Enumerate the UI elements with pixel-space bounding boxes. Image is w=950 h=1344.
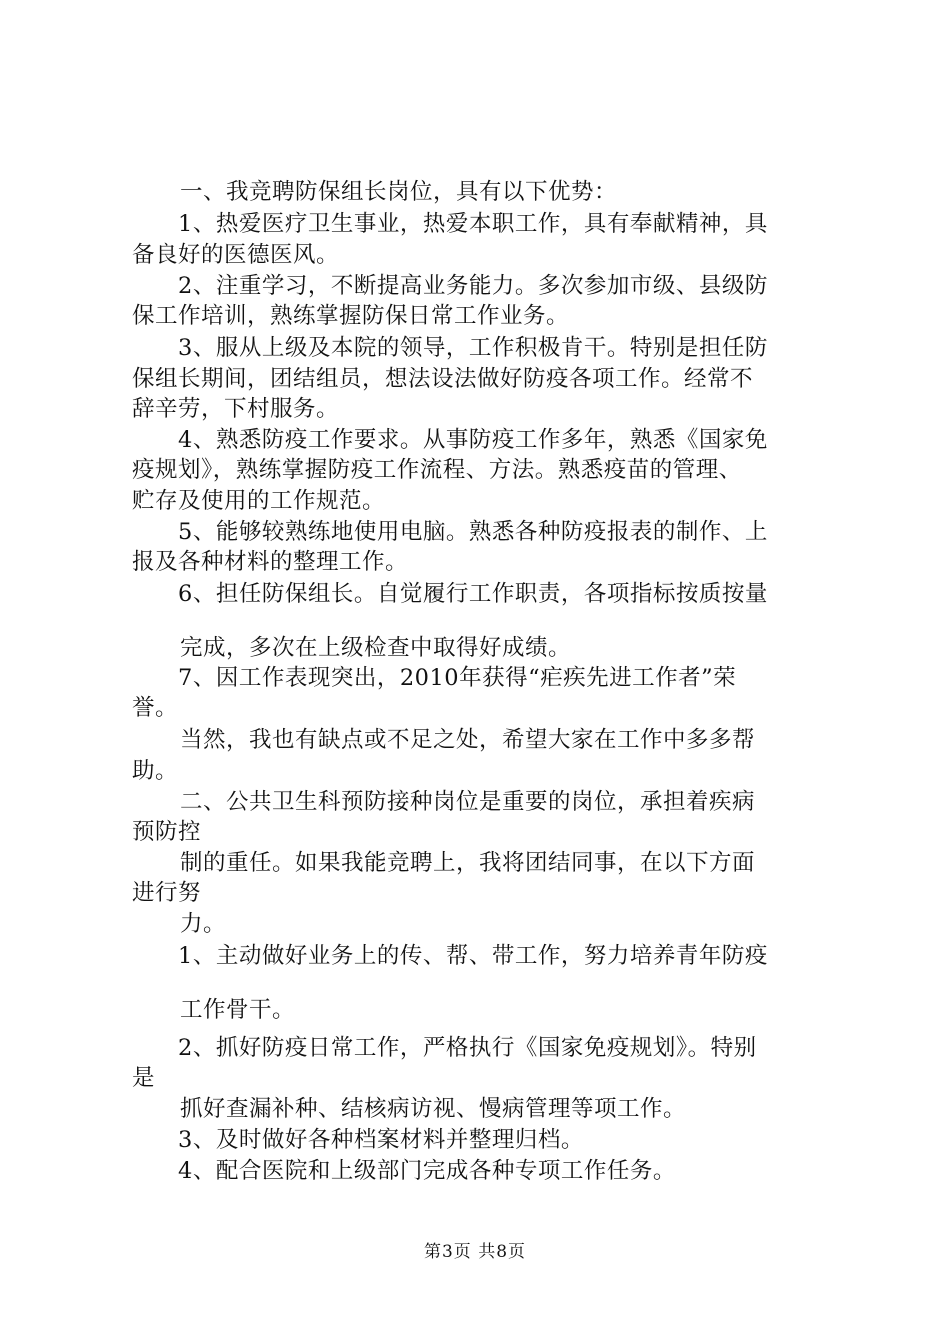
text-line-22: 制的重任。如果我能竞聘上，我将团结同事，在以下方面 — [180, 850, 756, 876]
text-line-31: 4、配合医院和上级部门完成各种专项工作任务。 — [178, 1158, 676, 1184]
text-line-03: 备良好的医德医风。 — [132, 242, 340, 268]
text-line-09: 4、熟悉防疫工作要求。从事防疫工作多年，熟悉《国家免 — [178, 427, 768, 453]
text-line-02: 1、热爱医疗卫生事业，热爱本职工作，具有奉献精神，具 — [178, 211, 768, 237]
text-line-12: 5、能够较熟练地使用电脑。熟悉各种防疫报表的制作、上 — [178, 519, 768, 545]
text-line-15: 完成，多次在上级检查中取得好成绩。 — [180, 635, 572, 661]
text-line-04: 2、注重学习，不断提高业务能力。多次参加市级、县级防 — [178, 273, 768, 299]
text-line-13: 报及各种材料的整理工作。 — [132, 549, 409, 575]
text-line-20: 二、公共卫生科预防接种岗位是重要的岗位，承担着疾病 — [180, 789, 756, 815]
text-line-23: 进行努 — [132, 880, 202, 906]
text-line-17: 誉。 — [132, 695, 179, 721]
text-line-08: 辞辛劳，下村服务。 — [132, 396, 340, 422]
text-line-07: 保组长期间，团结组员，想法设法做好防疫各项工作。经常不 — [132, 366, 754, 392]
text-line-28: 是 — [132, 1065, 156, 1091]
text-line-24: 力。 — [180, 911, 227, 937]
text-line-29: 抓好查漏补种、结核病访视、慢病管理等项工作。 — [180, 1096, 687, 1122]
text-line-01: 一、我竞聘防保组长岗位，具有以下优势： — [180, 179, 618, 205]
text-line-18: 当然，我也有缺点或不足之处，希望大家在工作中多多帮 — [180, 727, 756, 753]
text-line-25: 1、主动做好业务上的传、帮、带工作，努力培养青年防疫 — [178, 943, 768, 969]
text-line-16: 7、因工作表现突出，2010年获得“疟疾先进工作者”荣 — [178, 665, 737, 691]
text-line-06: 3、服从上级及本院的领导，工作积极肯干。特别是担任防 — [178, 335, 768, 361]
text-line-14: 6、担任防保组长。自觉履行工作职责，各项指标按质按量 — [178, 581, 768, 607]
text-line-11: 贮存及使用的工作规范。 — [132, 488, 386, 514]
text-line-21: 预防控 — [132, 819, 202, 845]
page-number-footer: 第3页 共8页 — [423, 1242, 527, 1262]
text-line-26: 工作骨干。 — [180, 997, 296, 1023]
text-line-30: 3、及时做好各种档案材料并整理归档。 — [178, 1127, 584, 1153]
text-line-05: 保工作培训，熟练掌握防保日常工作业务。 — [132, 303, 570, 329]
text-line-19: 助。 — [132, 758, 179, 784]
text-line-10: 疫规划》，熟练掌握防疫工作流程、方法。熟悉疫苗的管理、 — [132, 457, 742, 483]
text-line-27: 2、抓好防疫日常工作，严格执行《国家免疫规划》。特别 — [178, 1035, 757, 1061]
